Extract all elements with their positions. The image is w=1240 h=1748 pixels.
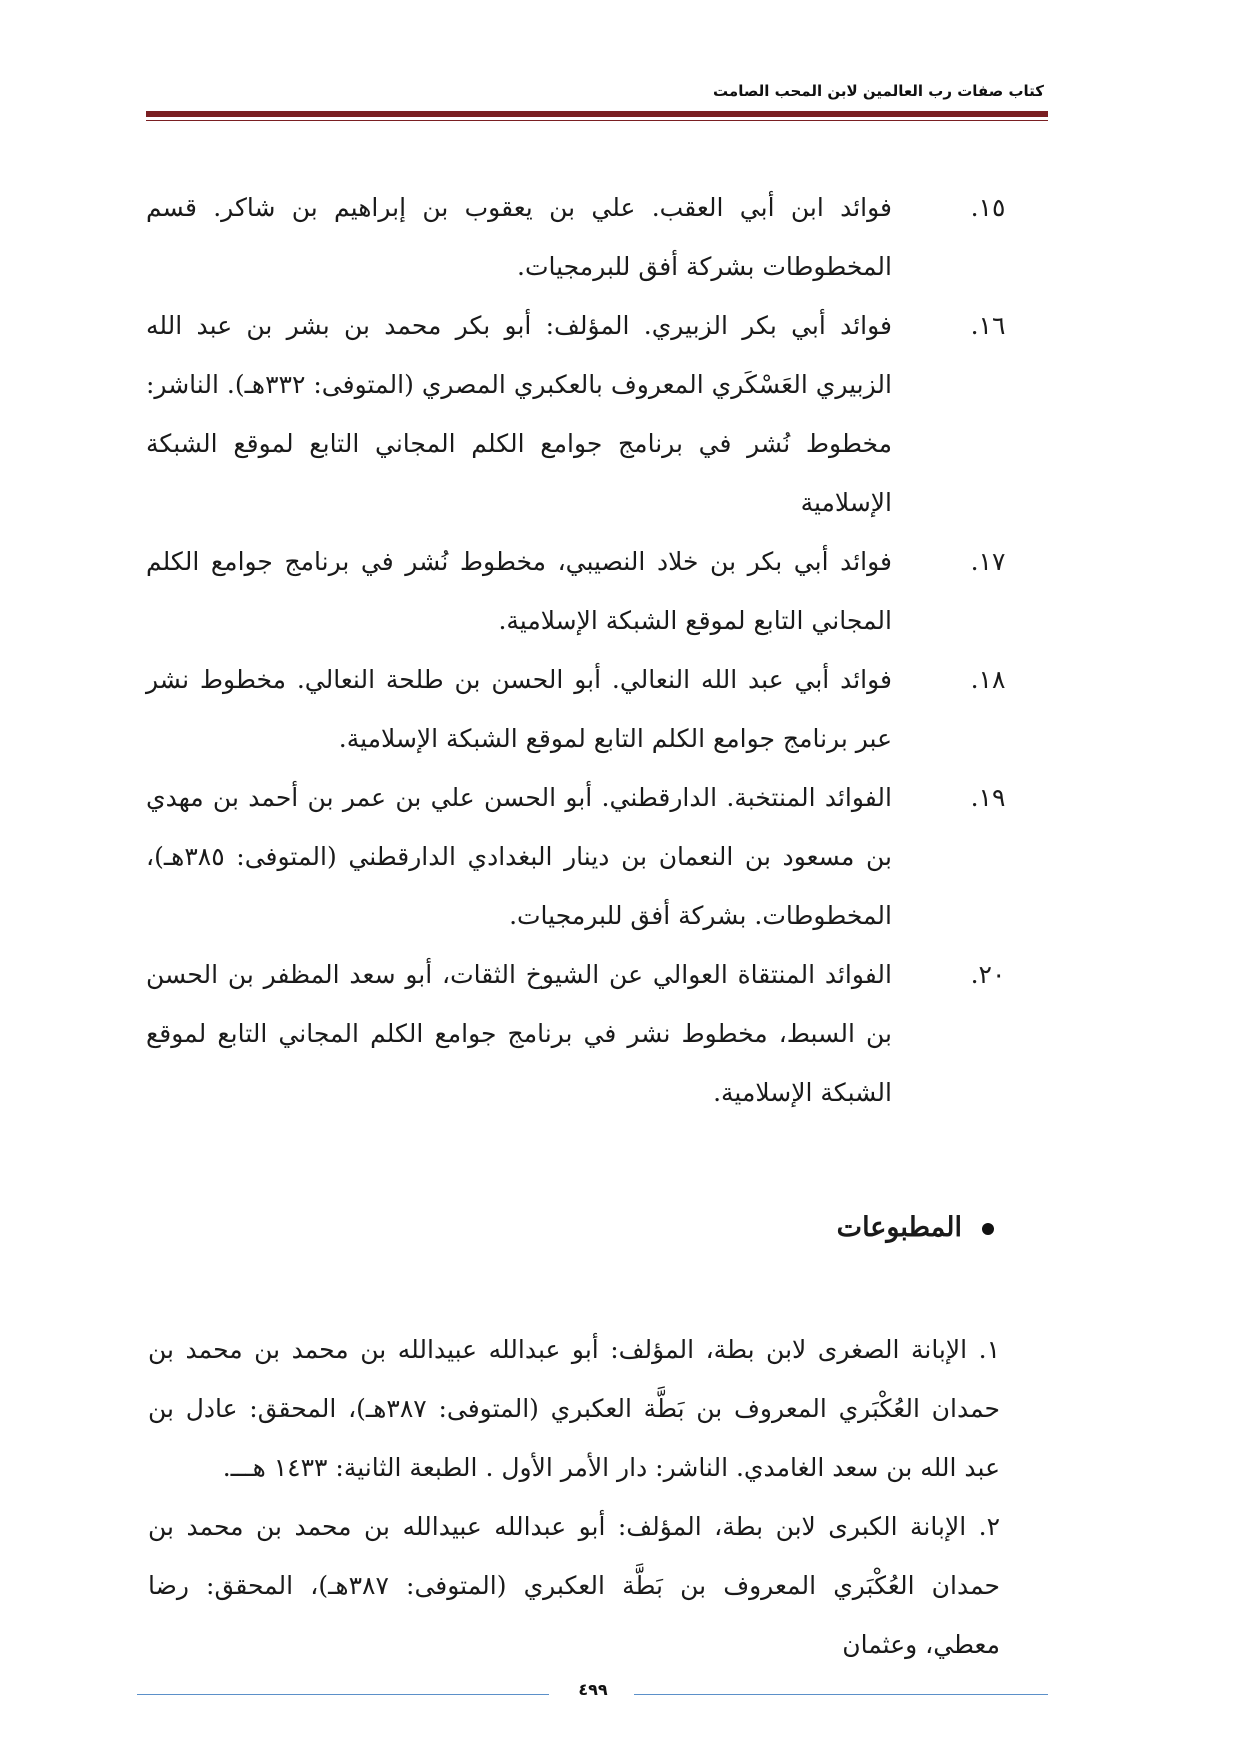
list-item xyxy=(146,178,1004,296)
running-header-title: كتاب صفات رب العالمين لابن المحب الصامت xyxy=(713,82,1044,100)
entry-number: ٢٠. xyxy=(970,960,1006,989)
section-heading-label: المطبوعات xyxy=(836,1212,962,1243)
footer-rule-left xyxy=(137,1694,549,1695)
entry-text: فوائد أبي عبد الله النعالي. أبو الحسن بن طلحة النعالي. مخطوط نشر عبر برنامج جوامع الكلم التابع لموقع الشبكة الإسلامية. xyxy=(146,665,892,753)
entry-text: فوائد أبي بكر بن خلاد النصيبي، مخطوط نُشر في برنامج جوامع الكلم المجاني التابع لموقع الشبكة الإسلامية. xyxy=(146,547,892,635)
section-heading xyxy=(837,1212,994,1243)
list-item xyxy=(146,768,1004,945)
header-rule-thin xyxy=(146,120,1048,121)
list-item xyxy=(146,532,1004,650)
manuscripts-list xyxy=(146,178,1004,1122)
list-item xyxy=(146,650,1004,768)
entry-text: الفوائد المنتخبة. الدارقطني. أبو الحسن علي بن عمر بن أحمد بن مهدي بن مسعود بن النعمان بن دينار البغدادي الدارقطني (المتوفى: ٣٨٥هـ)، المخطوطات. بشركة أفق للبرمجيات. xyxy=(146,783,892,930)
list-item xyxy=(146,945,1004,1122)
entry-number: ١٧. xyxy=(970,547,1006,576)
entry-number: ١٥. xyxy=(970,193,1006,222)
list-item xyxy=(146,296,1004,532)
entry-text: ١. الإبانة الصغرى لابن بطة، المؤلف: أبو عبدالله عبيدالله بن محمد بن محمد بن حمدان العُكْبَري المعروف بن بَطَّة العكبري (المتوفى: ٣٨٧هـ)، المحقق: عادل بن عبد الله بن سعد الغامدي. الناشر: دار الأمر الأول . الطبعة الثانية: ١٤٣٣ هـــ. xyxy=(148,1335,1000,1482)
page-number: ٤٩٩ xyxy=(578,1680,608,1699)
entry-text: فوائد ابن أبي العقب. علي بن يعقوب بن إبراهيم بن شاكر. قسم المخطوطات بشركة أفق للبرمجيات. xyxy=(146,193,892,281)
entry-number: ١٩. xyxy=(970,783,1006,812)
list-item xyxy=(148,1497,1000,1674)
list-item xyxy=(148,1320,1000,1497)
footer-rule-right xyxy=(634,1694,1048,1695)
entry-number: ١٨. xyxy=(970,665,1006,694)
entry-text: ٢. الإبانة الكبرى لابن بطة، المؤلف: أبو عبدالله عبيدالله بن محمد بن محمد بن حمدان العُكْبَري المعروف بن بَطَّة العكبري (المتوفى: ٣٨٧هـ)، المحقق: رضا معطي، وعثمان xyxy=(148,1512,1000,1659)
bullet-icon xyxy=(982,1223,994,1235)
entry-text: فوائد أبي بكر الزبيري. المؤلف: أبو بكر محمد بن بشر بن عبد الله الزبيري العَسْكَري المعروف بالعكبري المصري (المتوفى: ٣٣٢هـ). الناشر: مخطوط نُشر في برنامج جوامع الكلم المجاني التابع لموقع الشبكة الإسلامية xyxy=(146,311,892,517)
entry-text: الفوائد المنتقاة العوالي عن الشيوخ الثقات، أبو سعد المظفر بن الحسن بن السبط، مخطوط نشر في برنامج جوامع الكلم المجاني التابع لموقع الشبكة الإسلامية. xyxy=(146,960,892,1107)
entry-number: ١٦. xyxy=(970,311,1006,340)
header-rule-thick xyxy=(146,111,1048,117)
printed-list xyxy=(148,1320,1000,1674)
